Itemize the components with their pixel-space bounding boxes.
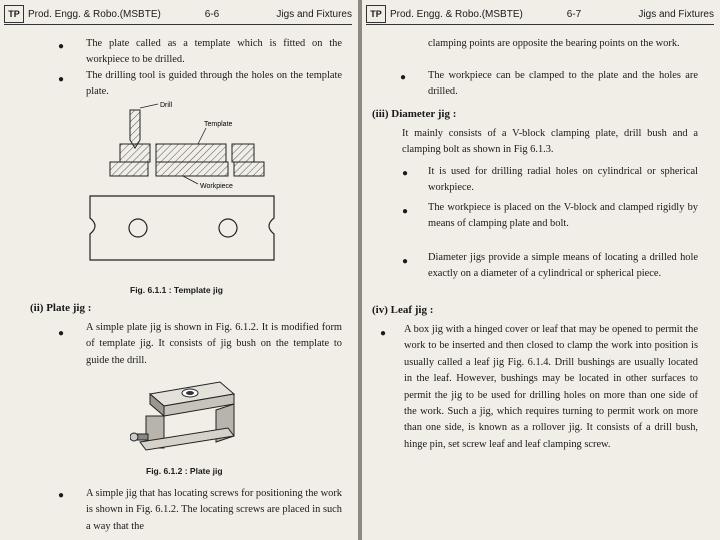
- left-page-header: [4, 4, 352, 25]
- bullet-text: The workpiece is placed on the V-block and clamped rigidly by means of clamping plate and bolt.: [428, 202, 698, 230]
- workpiece-label: Workpiece: [200, 183, 233, 190]
- publisher-logo: TP: [366, 5, 386, 23]
- bullet-icon: ●: [58, 490, 65, 501]
- bullet-icon: ●: [58, 328, 65, 339]
- bullet-text: It is used for drilling radial holes on cylindrical or spherical workpiece.: [428, 166, 698, 194]
- bullet-icon: ●: [58, 41, 65, 52]
- left-page: [0, 0, 358, 540]
- figure-caption: Fig. 6.1.1 : Template jig: [130, 285, 223, 295]
- bullet-text: A box jig with a hinged cover or leaf that may be opened to permit the work to be inserted and then closed to clamp the work into position is usually called a leaf jig Fig. 6.1.4. Drill bushings are usually located in the leaf. However, bushings may be located in other surfaces to permit the jig to be used for drilling holes on more than one side of the work. Such a jig, which requires turning to permit work on more than one side, is known as a rollover jig. It consists of a drill bush, hinge pin, set screw leaf and leaf clamping screw.: [404, 324, 698, 450]
- section-heading: (ii) Plate jig :: [30, 302, 92, 314]
- paragraph-text: It mainly consists of a V-block clamping plate, drill bush and a clamping bolt as shown in Fig 6.1.3.: [402, 128, 698, 156]
- template-jig-figure: [88, 100, 288, 280]
- header-section: Jigs and Fixtures: [276, 8, 352, 20]
- drill-label: Drill: [160, 102, 173, 109]
- header-section: Jigs and Fixtures: [638, 8, 714, 20]
- section-heading: (iii) Diameter jig :: [372, 108, 457, 120]
- bullet-icon: ●: [402, 206, 409, 217]
- bullet-text: Diameter jigs provide a simple means of locating a drilled hole exactly on a diameter of a cylindrical or spherical piece.: [428, 252, 698, 280]
- right-page: [362, 0, 720, 540]
- header-title: Prod. Engg. & Robo.(MSBTE): [28, 8, 161, 20]
- template-label: Template: [204, 121, 233, 128]
- bullet-text: A simple plate jig is shown in Fig. 6.1.2. It is modified form of template jig. It consists of jig bush on the template to guide the drill.: [86, 322, 342, 366]
- plate-jig-figure: [130, 376, 240, 462]
- figure-caption: Fig. 6.1.2 : Plate jig: [146, 466, 223, 476]
- right-page-header: [366, 4, 714, 25]
- bullet-text: The drilling tool is guided through the holes on the template plate.: [86, 70, 342, 98]
- continued-text: clamping points are opposite the bearing points on the work.: [428, 38, 680, 49]
- bullet-icon: ●: [380, 328, 387, 339]
- publisher-logo: TP: [4, 5, 24, 23]
- bullet-icon: ●: [402, 256, 409, 267]
- template-plan-view: [90, 196, 274, 260]
- bullet-icon: ●: [402, 168, 409, 179]
- bullet-text: The plate called as a template which is fitted on the workpiece to be drilled.: [86, 38, 342, 66]
- header-title: Prod. Engg. & Robo.(MSBTE): [390, 8, 523, 20]
- bullet-text: A simple jig that has locating screws for positioning the work is shown in Fig. 6.1.2. The locating screws are placed in such a way that the: [86, 488, 342, 532]
- page-number: 6-7: [566, 8, 582, 20]
- drill-bit: [130, 110, 140, 148]
- bullet-text: The workpiece can be clamped to the plate and the holes are drilled.: [428, 70, 698, 98]
- bullet-icon: ●: [58, 74, 65, 85]
- bullet-icon: ●: [400, 72, 407, 83]
- page-number: 6-6: [204, 8, 220, 20]
- section-heading: (iv) Leaf jig :: [372, 304, 434, 316]
